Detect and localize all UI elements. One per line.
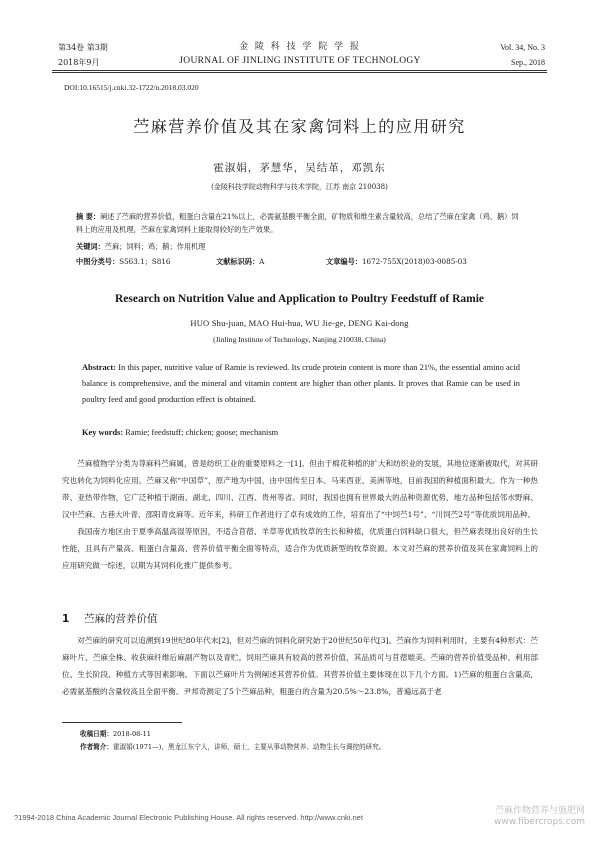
article-no-field xyxy=(326,255,467,268)
doc-code-field xyxy=(216,255,264,268)
keywords-text-cn: 苎麻；饲料；鸡；鹅；作用机理 xyxy=(104,242,206,251)
authors-en: HUO Shu-juan, MAO Hui-hua, WU Jie-ge, DENG Kai-dong xyxy=(190,318,409,328)
watermark-url: www.fibercrops.com xyxy=(494,817,585,827)
journal-volume-info-en xyxy=(500,40,545,70)
keywords-label-cn: 关键词： xyxy=(76,242,105,251)
paper-title-cn: 苎麻营养价值及其在家禽饲料上的应用研究 xyxy=(133,117,466,136)
doc-code-value: A xyxy=(259,257,265,266)
section-title: 苎麻的营养价值 xyxy=(84,613,158,625)
body-paragraph: 对苎麻的研究可以追溯到19世纪80年代末[2]，但对苎麻的饲料化研究始于20世纪50年代[3]。苎麻作为饲料利用时，主要有4种形式：苎麻叶片、苎麻全株、收获麻纤维后麻副产物以及青贮。饲用苎麻具有较高的营养价值，其品质可与苜蓿媲美。苎麻的营养价值受品种、利用部位、生长阶段、种植方式等因素影响。下面以苎麻叶片为例阐述其营养价值。其营养价值主要体现在以下几个方面。1)苎麻的粗蛋白含量高，必需氨基酸的含量较高且全面平衡。尹邦奇测定了5个苎麻品种，粗蛋白的含量为20.5%～23.8%，普遍远高于老 xyxy=(62,636,538,696)
volume-issue: 第34卷 第3期 xyxy=(58,43,108,52)
header-rule-top xyxy=(52,70,547,71)
abstract-label-en: Abstract: xyxy=(82,363,116,372)
journal-name-en: JOURNAL OF JINLING INSTITUTE OF TECHNOLOGY xyxy=(179,56,421,66)
keywords-label-en: Key words: xyxy=(82,428,124,437)
abstract-text-en: In this paper, nutritive value of Ramie is reviewed. Its crude protein content is more than 21%, the essential amino acid balance is comprehensive, and the mineral and vitamin content are higher than other plants. It proves that Ramie can be used in poultry feed and good production effect is obtained. xyxy=(82,363,520,404)
site-watermark xyxy=(494,806,585,828)
body-paragraph: 苎麻植物学分类为荨麻科苎麻属，曾是纺织工业的重要原料之一[1]。但由于棉花种植的扩大和纺织业的发展，其地位逐渐被取代，对其研究也转化为饲料化应用。苎麻又称“中国草”，原产地为中国，由中国传至日本、马来西亚、美洲等地，目前我国的种植面积最大。作为一种热带、亚热带作物，它广泛种植于湖南、湖北、四川、江西、贵州等省。同时，我国也拥有世界最大的品种资源优势，地方品种包括邻水野麻、汉中苎麻、古巷大叶青、邵阳青皮麻等。近年来，科研工作者进行了卓有成效的工作，培育出了“中饲苎1号”、“川饲苎2号”等优质饲用品种。 xyxy=(62,459,538,519)
header-rule-bottom xyxy=(52,72,547,73)
classification-line xyxy=(76,255,524,268)
received-label: 收稿日期： xyxy=(80,730,113,738)
watermark-name: 苎麻作物营养与施肥网 xyxy=(494,806,585,816)
doi: DOI:10.16515/j.cnki.32-1722/n.2018.03.020 xyxy=(64,83,199,92)
abstract-text-cn: 阐述了苎麻的营养价值，粗蛋白含量在21%以上，必需氨基酸平衡全面，矿物质和维生素含量较高，总结了苎麻在家禽（鸡、鹅）饲料上的应用及机理，苎麻在家禽饲料上能取得较好的生产效果。 xyxy=(76,212,519,234)
received-date: 2018-08-11 xyxy=(112,730,151,738)
journal-volume-info xyxy=(58,40,108,70)
keywords-text-en: Ramie; feedstuff; chicken; goose; mechanism xyxy=(123,428,279,437)
bio-text: 霍淑娟(1971—)，黑龙江东宁人，讲师，硕士，主要从事动物营养、动物生长与调控的研究。 xyxy=(112,743,386,751)
body-intro xyxy=(62,455,538,574)
affiliation-en: (Jinling Institute of Technology, Nanjing 210038, China) xyxy=(213,335,386,344)
body-section-1 xyxy=(62,632,538,700)
affiliation-cn: (金陵科技学院动物科学与技术学院，江苏 南京 210038) xyxy=(211,183,388,191)
paper-title-en: Research on Nutrition Value and Application to Poultry Feedstuff of Ramie xyxy=(114,293,485,305)
footnote-received xyxy=(80,729,151,740)
keywords-en xyxy=(82,428,520,437)
volume-issue-en: Vol. 34, No. 3 xyxy=(500,43,545,52)
footnote-rule xyxy=(62,722,182,723)
copyright-footer: ?1994-2018 China Academic Journal Electronic Publishing House. All rights reserved. http://www.cnki.net xyxy=(14,813,363,822)
clc-label: 中图分类号： xyxy=(76,257,120,266)
bio-label: 作者简介： xyxy=(80,743,113,751)
body-paragraph: 我国南方地区由于夏季高温高湿等原因，不适合苜蓿、羊草等优质牧草的生长和种植，优质蛋白饲料缺口很大，但苎麻表现出良好的生长性能，且具有产量高、粗蛋白含量高、营养价值平衡全面等特点，适合作为优质新型的牧草资源。本文对苎麻的营养价值及其在家禽饲料上的应用研究做一综述，以期为其饲料化推广提供参考。 xyxy=(62,527,538,570)
footnote-author-bio xyxy=(80,742,385,753)
article-no-value: 1672-755X(2018)03-0085-03 xyxy=(361,257,467,266)
journal-masthead xyxy=(150,40,450,69)
abstract-en xyxy=(82,360,520,408)
abstract-cn xyxy=(76,210,524,236)
abstract-label-cn: 摘 要： xyxy=(76,212,101,221)
publication-date-en: Sep., 2018 xyxy=(511,58,545,67)
section-number: 1 xyxy=(62,613,70,625)
clc-value: S563.1；S816 xyxy=(119,257,171,266)
publication-date: 2018年9月 xyxy=(58,58,100,67)
doc-code-label: 文献标识码： xyxy=(216,257,260,266)
journal-name-cn: 金 陵 科 技 学 院 学 报 xyxy=(238,42,362,52)
article-no-label: 文章编号： xyxy=(326,257,362,266)
authors-cn: 霍淑娟，茅慧华，吴结革，邓凯东 xyxy=(213,162,386,174)
keywords-cn xyxy=(76,240,524,253)
section-heading xyxy=(62,611,158,626)
